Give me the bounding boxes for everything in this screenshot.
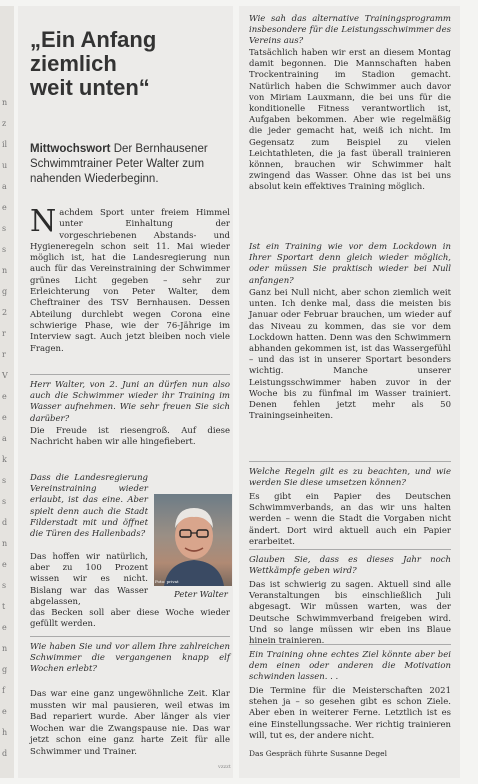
adjacent-column-strip — [0, 6, 14, 778]
strip-letter: k — [2, 455, 7, 464]
strip-letter: e — [2, 203, 7, 212]
headline-line-1: „Ein Anfang — [30, 27, 157, 52]
page-mark: vzzzt — [218, 764, 231, 770]
right-column — [239, 6, 460, 778]
strip-letter: g — [2, 287, 8, 296]
answer-5: Ganz bei Null nicht, aber schon ziemlich weit unten. Ich denke mal, dass die meisten bis Januar oder Februar brauchen, um wieder auf das Niveau zu kommen, das sie vor dem Lockdown hatten. Denn was den Schwimmern abhanden gekommen ist, ist das Wassergefühl – und das ist in unserer Sportart besonders wichtig. Manche unserer Leistungsschwimmer haben zuvor in der Woche bis zu fünfmal im Wasser trainiert. Denen fehlen jetzt mehr als 50 Trainingseinheiten. — [249, 288, 451, 422]
strip-letter: e — [2, 623, 7, 632]
portrait-illustration — [154, 494, 232, 586]
question-7: Glauben Sie, dass es dieses Jahr noch Wettkämpfe geben wird? — [249, 555, 451, 577]
photo-caption: Peter Walter — [174, 590, 228, 600]
divider — [249, 461, 451, 462]
answer-3: Das war eine ganz ungewöhnliche Zeit. Klar mussten wir mal pausieren, weil etwas im Bad repariert wurde. Aber länger als vier Wochen war die Zwangspause nie. Das war jetzt schon eine ganz harte Zeit für alle Schwimmer und Trainer. — [30, 689, 230, 757]
strip-letter: h — [2, 728, 8, 737]
question-3: Wie haben Sie und vor allem Ihre zahlreichen Schwimmer die vergangenen knapp elf Wochen erlebt? — [30, 642, 230, 675]
strip-letter: s — [2, 581, 7, 590]
strip-letter: z — [2, 119, 7, 128]
strip-letter: s — [2, 224, 7, 233]
question-1: Herr Walter, von 2. Juni an dürfen nun also auch die Schwimmer wieder ihr Training im Wasser aufnehmen. Wie sehr freuen Sie sich darüber? — [30, 380, 230, 424]
question-5: Ist ein Training wie vor dem Lockdown in Ihrer Sportart denn gleich wieder möglich, oder müssen Sie praktisch wieder bei Null anfangen? — [249, 242, 451, 286]
strip-letter: d — [2, 749, 8, 758]
answer-2-part-2: das Becken soll aber diese Woche wieder gefüllt werden. — [30, 608, 230, 630]
strip-letter: e — [2, 413, 7, 422]
strip-letter: e — [2, 707, 7, 716]
strip-letter: r — [2, 329, 6, 338]
portrait-photo — [154, 494, 232, 586]
strip-letter: u — [2, 161, 8, 170]
divider — [249, 549, 451, 550]
strip-letter: s — [2, 245, 7, 254]
divider — [249, 644, 451, 645]
strip-letter: n — [2, 98, 8, 107]
strip-letter: e — [2, 392, 7, 401]
intro-paragraph — [30, 204, 230, 355]
left-column — [18, 6, 233, 778]
kicker: Mittwochswort — [30, 143, 111, 155]
question-6: Welche Regeln gilt es zu beachten, und wie werden Sie diese umsetzen können? — [249, 467, 451, 489]
dropcap: N — [30, 204, 57, 239]
answer-8: Die Termine für die Meisterschaften 2021 stehen ja – so gesehen gibt es schon Ziele. Aber eben in weiterer Ferne. Letztlich ist es eine Einstellungssache. Wer richtig trainieren will, tut es, der andere nicht. — [249, 686, 451, 741]
answer-1: Die Freude ist riesengroß. Auf diese Nachricht haben wir alle hingefiebert. — [30, 426, 230, 448]
intro-text: achdem Sport unter freiem Himmel unter Einhaltung der vorgeschriebenen Abstands- und Hygieneregeln schon seit 11. Mai wieder möglich ist, hat die Landesregierung nun auch für das Vereinstraining der Schwimmer grünes Licht gegeben – sehr zur Erleichterung von Peter Walter, dem Cheftrainer des TSV Bernhausen. Dessen Abteilung durchlebt wegen Corona eine schwierige Phase, wie der 76-Jährige im Interview sagt. Auch jetzt bleiben noch viele Fragen. — [30, 208, 230, 354]
strip-letter: a — [2, 434, 7, 443]
strip-letter: g — [2, 665, 8, 674]
answer-4: Tatsächlich haben wir erst an diesem Montag damit begonnen. Die Mannschaften haben Trockentraining im Stadion gemacht. Natürlich haben die Schwimmer auch davor von Miriam Lauxmann, die bei uns für die konditionelle Fitness verantwortlich ist, Aufgaben bekommen. Aber wie regelmäßig die jeder gemacht hat, weiß ich nicht. Im Gegensatz zum Beispiel zu vielen Leichtathleten, die ja fast überall trainieren können, brauchen wir Schwimmer halt zwingend das Wasser. Ohne das ist bei uns absolut kein effektives Training möglich. — [249, 48, 451, 193]
headline — [30, 28, 230, 100]
headline-line-3: weit unten“ — [30, 75, 150, 100]
answer-7: Das ist schwierig zu sagen. Aktuell sind alle Veranstaltungen bis einschließlich Juli abgesagt. Wir müssen warten, was der Deutsche Schwimmverband freigeben wird. Und so lange müssen wir eben ins Blaue hinein trainieren. — [249, 580, 451, 647]
photo-credit: Foto: privat — [155, 579, 179, 584]
subline-text: Der Bernhausener Schwimmtrainer Peter Walter zum nahenden Wiederbeginn. — [30, 143, 208, 185]
strip-letter: t — [2, 602, 6, 611]
question-4: Wie sah das alternative Trainingsprogramm insbesondere für die Leistungsschwimmer des Vereins aus? — [249, 14, 451, 47]
strip-letter: n — [2, 539, 8, 548]
divider — [30, 374, 230, 375]
strip-letter: r — [2, 350, 6, 359]
answer-6: Es gibt ein Papier des Deutschen Schwimmverbands, an das wir uns halten werden – wenn die Stadt die Vorgaben nicht ändert. Dort wird aktuell auch ein Papier erarbeitet. — [249, 492, 451, 547]
strip-letter: e — [2, 560, 7, 569]
question-2: Dass die Landesregierung Vereinstraining wieder erlaubt, ist das eine. Aber spielt denn auch die Stadt Filderstadt mit und öffnet die Türen des Hallenbads? — [30, 473, 148, 540]
headline-line-2: ziemlich — [30, 51, 117, 76]
strip-letter: il — [2, 140, 8, 149]
byline: Das Gespräch führte Susanne Degel — [249, 749, 387, 758]
strip-letter: f — [2, 686, 5, 695]
question-8: Ein Training ohne echtes Ziel könnte aber bei dem einen oder anderen die Motivation schwinden lassen. . . — [249, 650, 451, 683]
strip-letter: V — [2, 371, 8, 380]
strip-letter: d — [2, 518, 8, 527]
strip-letter: s — [2, 497, 7, 506]
strip-letter: s — [2, 476, 7, 485]
strip-letter: n — [2, 644, 8, 653]
answer-2-part-1: Das hoffen wir natürlich, aber zu 100 Prozent wissen wir es nicht. Bislang war das Wasser abgelassen, — [30, 552, 148, 607]
strip-letter: n — [2, 266, 8, 275]
strip-letter: a — [2, 182, 7, 191]
subheadline — [30, 142, 230, 187]
divider — [30, 636, 230, 637]
strip-letter: 2 — [2, 308, 8, 317]
